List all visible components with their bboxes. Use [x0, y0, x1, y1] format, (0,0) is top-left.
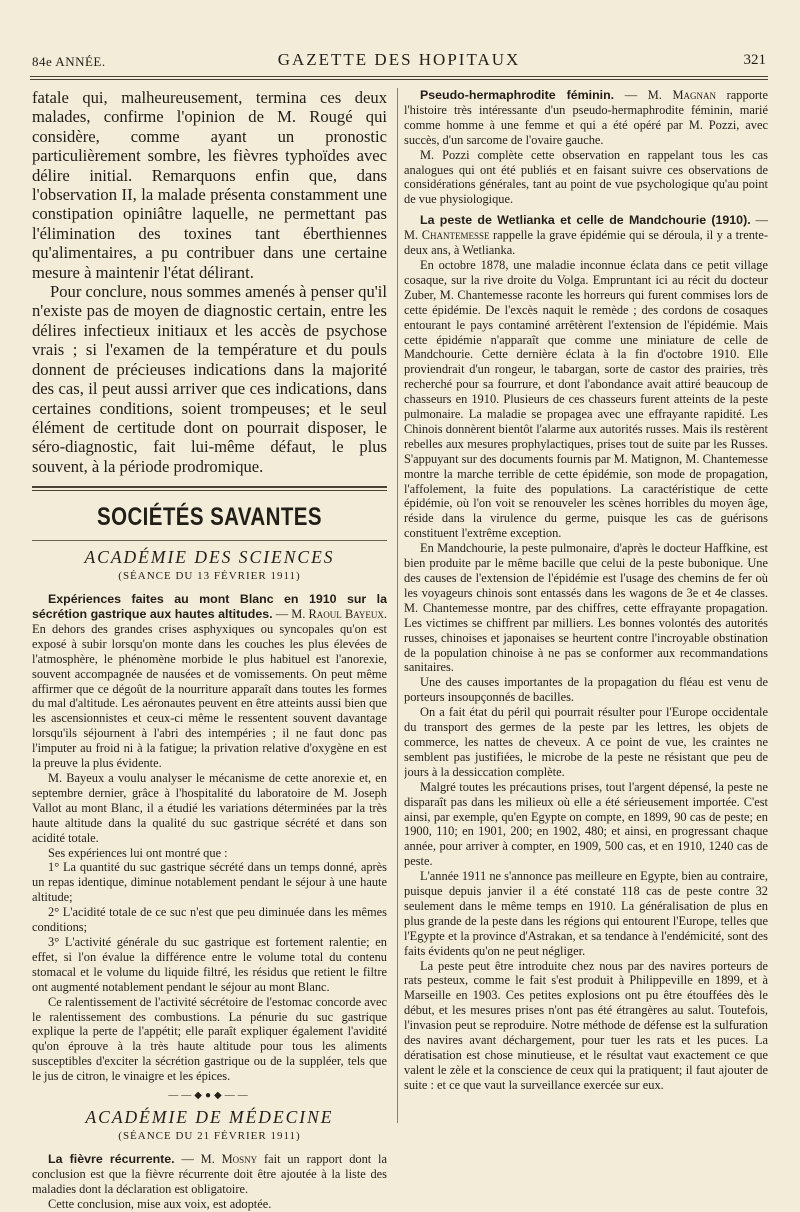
article-paragraph: En Mandchourie, la peste pulmonaire, d'après le docteur Haffkine, est bien produite par le même bacille que celui de la peste bubonique. Une des causes de l'extension de l'épidémie est l'usage des chemins de fer où les voyageurs chinois sont entassés dans les wagons de 3e et 4e classes. M. Chantemesse montre, par des chiffres, cette effrayante propagation. Les victimes se chiffrent par milliers. Les bonnes volontés des autorités russes, chinoises et japonaises se heurtent contre l'incroyable obstination de la population chinoise à ne pas se conformer aux recommandations sanitaires.	[404, 541, 768, 675]
academy-medecine-session: (SÉANCE DU 21 FÉVRIER 1911)	[118, 1130, 301, 1143]
section-title: SOCIÉTÉS SAVANTES	[97, 503, 322, 532]
article-paragraph: La peste peut être introduite chez nous par des navires porteurs de rats pesteux, comme le fait s'est produit à Philippeville en 1899, et à Marseille en 1903. Ces petites explosions ont pu être étouffées dès le début, et les mesures prises n'ont pas été étrangères au salut. Toutefois, l'invasion peut se reproduire. Notre méthode de défense est la sulfuration des navires avant déchargement, pour tuer les rats et les puces. La dératisation est chose minutieuse, et le résultat vaut exactement ce que valent le zèle et la conscience de ceux qui la pratiquent; il faut ajouter de suite : et ce que vaut la surveillance exercée sur eux.	[404, 958, 768, 1092]
left-column	[32, 88, 387, 1212]
article-paragraph: Ses expériences lui ont montré que :	[48, 845, 228, 860]
intro-paragraph-2: Pour conclure, nous sommes amenés à penser qu'il n'existe pas de moyen de diagnostic certain, entre les délires infectieux initiaux et les accès de psychose vrais ; si l'examen de la température et du pouls donnent de précieuses indications dans la majorité des cas, il peut aussi arriver que ces indications, dans certaines conditions, soient trompeuses; et le seul élément de certitude dont on pourrait disposer, le séro-diagnostic, fait lui-même défaut, le plus souvent, à la période prodromique.	[32, 282, 387, 476]
academy-sciences-title: ACADÉMIE DES SCIENCES	[84, 547, 335, 568]
article-heading-peste: La peste de Wetlianka et celle de Mandchourie (1910).	[420, 213, 751, 228]
ornament-divider: ——◆●◆——	[168, 1090, 251, 1102]
running-header	[32, 48, 766, 72]
article-paragraph: fait un rapport dont la conclusion est que la fièvre récurrente doit être ajoutée à la liste des maladies dont la déclaration est obligatoire.	[32, 1152, 387, 1196]
article-paragraph: Une des causes importantes de la propagation du fléau est venu de porteurs insoupçonnés de bacilles.	[404, 675, 768, 705]
article-paragraph: rappelle la grave épidémie qui se déroula, il y a trente-deux ans, à Wetlianka.	[404, 228, 768, 258]
article-paragraph: 1° La quantité du suc gastrique sécrété dans un temps donné, après un repas identique, diminue notablement pendant le séjour à une haute altitude;	[32, 860, 387, 905]
article-author-chantemesse: — M. Chantemesse	[404, 213, 768, 243]
academy-sciences-session: (SÉANCE DU 13 FÉVRIER 1911)	[118, 570, 301, 583]
article-paragraph: rapporte l'histoire très intéressante d'un pseudo-hermaphrodite féminin, marié comme homme à une femme et qui a été opéré par M. Pozzi, avec succès, d'un sarcome de l'ovaire gauche.	[404, 88, 768, 147]
right-column	[404, 88, 768, 1093]
article-paragraph: Cette conclusion, mise aux voix, est adoptée.	[48, 1196, 272, 1211]
article-paragraph: Malgré toutes les précautions prises, tout l'argent dépensé, la peste ne disparaît pas dans les milieux où elle a été sérieusement importée. C'est ainsi, par exemple, qu'en Egypte on compte, en 1899, 90 cas de peste; en 1900, 110; en 1901, 200; en 1902, 480; et ainsi, en progressant chaque année, pour arriver à compter, en 1909, 500 cas, et en 1910, 1240 cas de peste.	[404, 779, 768, 869]
article-paragraph: En octobre 1878, une maladie inconnue éclata dans ce petit village cosaque, sur la rive droite du Volga. Empruntant ici au récit du docteur Zuber, M. Chantemesse raconte les horreurs qui furent commises lors de cette épidémie. De l'excès naquit le remède ; des cordons de cosaques entourant le pays contaminé arrêtèrent l'extension de l'épidémie. Mais cette épidémie n'apparaît que comme une miniature de celle de Mandchourie. Cette dernière éclata à la fin d'octobre 1910. Elle proviendrait d'un rongeur, le tabargan, sorte de castor des prairies, très recherché pour sa fourrure, et dont l'abondance avait attiré beaucoup de chasseurs en 1910. Plusieurs de ces chasseurs furent atteints de la peste pulmonaire. La maladie se propagea avec une effrayante rapidité. Les Chinois donnèrent bientôt l'alarme aux autorités russes. Mais ils restèrent rebelles aux mesures prophylactiques, prises tout de suite par les Russes. S'appuyant sur des documents fournis par M. Matignon, M. Chantemesse montre la marche terrible de cette épidémie, son mode de propagation, l'affolement, la fuite des populations. La caractéristique de cette épidémie, où l'on voit se renouveler les scènes horribles du moyen âge, réside dans la virulence du germe, puisque les cas de guérisons constituent l'extrême exception.	[404, 257, 768, 541]
article-paragraph: M. Pozzi complète cette observation en rappelant tous les cas analogues qui ont été publiés et en faisant suivre ces observations de considérations générales, tant au point de vue psychologique qu'au point de vue physiologique.	[404, 147, 768, 207]
academy-medecine-title: ACADÉMIE DE MÉDECINE	[85, 1107, 334, 1128]
article-paragraph: On a fait état du péril qui pourrait résulter pour l'Europe occidentale du transport des germes de la peste par les lettres, les objets de commerce, les nattes de cheveux. A ce point de vue, les craintes ne semblent pas justifiées, le microbe de la peste ne résistant que peu de jours à la dessiccation complète.	[404, 705, 768, 779]
header-rule-2	[30, 79, 768, 80]
article-heading-fievre: La fièvre récurrente.	[48, 1152, 175, 1167]
article-paragraph: Ce ralentissement de l'activité sécrétoire de l'estomac concorde avec le ralentissement des combustions. La pénurie du suc gastrique explique la perte de l'appétit; elle paraît expliquer également l'avidité qu'on éprouve à la très haute altitude pour tous les aliments susceptibles d'exciter la sécrétion gastrique ou de la suppléer, tels que le jus de citron, le vinaigre et les épices.	[32, 994, 387, 1084]
section-title-rule	[32, 540, 387, 541]
article-paragraph: 2° L'acidité totale de ce suc n'est que peu diminuée dans les mêmes conditions;	[32, 905, 387, 935]
article-author-magnan: — M. Magnan	[614, 88, 717, 102]
section-divider	[32, 486, 387, 491]
article-paragraph: M. Bayeux a voulu analyser le mécanisme de cette anorexie et, en septembre dernier, grâce à l'hospitalité du laboratoire de M. Joseph Vallot au mont Blanc, il a étudié les variations déterminées par la très haute altitude dans la qualité du suc gastrique sécrété et dans son acidité totale.	[32, 771, 387, 845]
journal-title: GAZETTE DES HOPITAUX	[277, 50, 521, 69]
article-author-bayeux: — M. Raoul Bayeux.	[272, 607, 387, 622]
article-paragraph: En dehors des grandes crises asphyxiques ou syncopales qu'on est exposé à subir lorsqu'on monte dans les couches les plus élevées de l'atmosphère, le phénomène morbide le plus habituel est l'anorexie, souvent accompagnée de nausées et de vomissements. On peut même affirmer que ce dégoût de la nourriture apparaît dans toutes les formes du mal d'altitude. Les aéronautes peuvent en être atteints aussi bien que les ascensionnistes et ceux-ci même le ressentent souvent davantage lorsqu'ils séjournent à l'abri des intempéries ; il ne faut donc pas l'imputer au froid ni à la fatigue; la privation relative d'oxygène en est la preuve la plus évidente.	[32, 621, 387, 771]
year-label: 84e ANNÉE.	[32, 54, 106, 69]
column-divider	[397, 88, 398, 1123]
intro-paragraph-1: fatale qui, malheureusement, termina ces deux malades, confirme l'opinion de M. Rougé qui considère, comme ayant un pronostic particulièrement sombre, les fièvres typhoïdes avec délire initial. Remarquons enfin que, dans l'observation II, la malade présenta constamment une constipation opiniâtre laquelle, ne permettant pas l'élimination des toxines tant éberthiennes qu'alimentaires, a pu contribuer dans une certaine mesure à maintenir l'état délirant.	[32, 88, 387, 282]
article-paragraph: 3° L'activité générale du suc gastrique est fortement ralentie; en effet, si l'on évalue la différence entre le volume total du contenu stomacal et le volume du liquide filtré, les résidus que retient le filtre ont augmenté notablement pendant le séjour au mont Blanc.	[32, 934, 387, 994]
article-heading-pseudo: Pseudo-hermaphrodite féminin.	[420, 88, 615, 102]
article-author-mosny: — M. Mosny	[174, 1152, 258, 1167]
page-number: 321	[743, 52, 766, 68]
header-rule	[30, 76, 768, 77]
article-paragraph: L'année 1911 ne s'annonce pas meilleure en Egypte, bien au contraire, puisque depuis janvier il a été constaté 118 cas de peste contre 32 seulement dans le même temps en 1910. La généralisation de plus en plus grande de la peste dans les régions qui entourent l'Europe, telles que l'Egypte et la province d'Astrakan, et sa tendance à l'endémicité, sont des faits évidents qu'on ne peut négliger.	[404, 869, 768, 958]
article-heading-mont-blanc: Expériences faites au mont Blanc en 1910 sur la sécrétion gastrique aux hautes altitudes.	[32, 592, 387, 622]
